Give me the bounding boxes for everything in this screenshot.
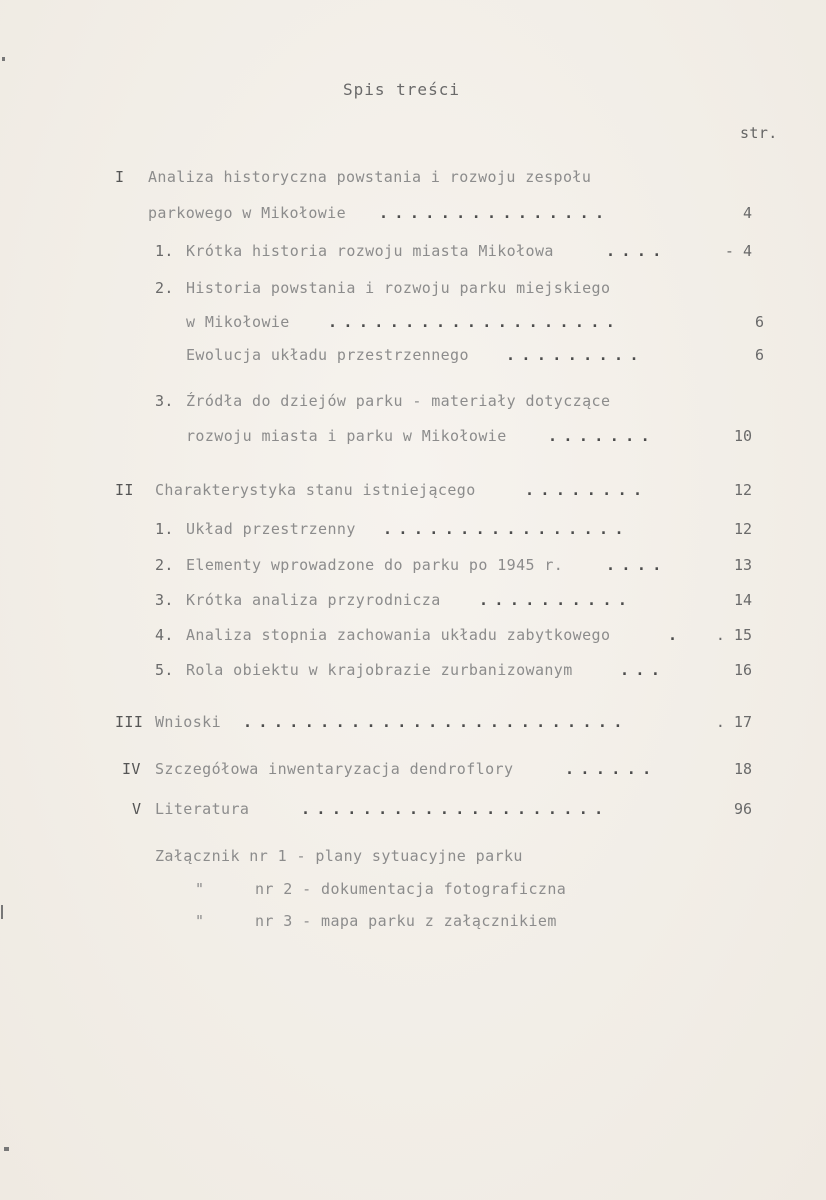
- section-2-1-page: 12: [733, 520, 752, 538]
- scan-mark-left-top: [2, 57, 5, 61]
- appendix-2: nr 2 - dokumentacja fotograficzna: [255, 880, 567, 898]
- page-title: Spis treści: [343, 80, 460, 99]
- section-2-2-leader-dots: ....: [606, 556, 668, 574]
- page-column-header: str.: [740, 124, 778, 142]
- section-1-3-title-line2: rozwoju miasta i parku w Mikołowie: [186, 427, 507, 445]
- section-1-title-line1: Analiza historyczna powstania i rozwoju zespołu: [148, 168, 592, 186]
- section-1-2b-title: Ewolucja układu przestrzennego: [186, 346, 469, 364]
- section-1-2-page: 6: [754, 313, 764, 331]
- section-1-2-title-line2: w Mikołowie: [186, 313, 290, 331]
- section-2-4-leader-dots: .: [668, 626, 684, 644]
- section-2-2-number: 2.: [155, 556, 174, 574]
- section-2-4-page: . 15: [715, 626, 752, 644]
- section-3-roman: III: [115, 713, 144, 731]
- section-1-1-leader-dots: ....: [606, 242, 668, 260]
- section-4-roman: IV: [122, 760, 141, 778]
- section-5-page: 96: [733, 800, 752, 818]
- section-1-3-page: 10: [733, 427, 752, 445]
- section-1-2b-leader-dots: .........: [506, 346, 645, 364]
- section-2-1-number: 1.: [155, 520, 174, 538]
- section-2-1-title: Układ przestrzenny: [186, 520, 356, 538]
- section-1-2-leader-dots: ...................: [328, 313, 622, 331]
- section-1-2b-page: 6: [754, 346, 764, 364]
- section-2-5-leader-dots: ...: [620, 661, 667, 679]
- scan-mark-left-bottom: [4, 1147, 9, 1151]
- section-1-roman: I: [115, 168, 125, 186]
- section-2-5-title: Rola obiektu w krajobrazie zurbanizowanym: [186, 661, 573, 679]
- section-5-leader-dots: ....................: [301, 800, 610, 818]
- section-2-1-leader-dots: ................: [383, 520, 630, 538]
- section-2-4-title: Analiza stopnia zachowania układu zabytkowego: [186, 626, 611, 644]
- section-5-roman: V: [132, 800, 142, 818]
- section-2-5-page: 16: [733, 661, 752, 679]
- section-2-2-page: 13: [733, 556, 752, 574]
- section-2-3-leader-dots: ..........: [479, 591, 634, 609]
- section-1-2-number: 2.: [155, 279, 174, 297]
- section-1-2-title-line1: Historia powstania i rozwoju parku miejskiego: [186, 279, 611, 297]
- section-1-3-number: 3.: [155, 392, 174, 410]
- section-2-page: 12: [733, 481, 752, 499]
- section-2-2-title: Elementy wprowadzone do parku po 1945 r.: [186, 556, 564, 574]
- section-2-roman: II: [115, 481, 134, 499]
- section-2-4-number: 4.: [155, 626, 174, 644]
- section-4-title: Szczegółowa inwentaryzacja dendroflory: [155, 760, 514, 778]
- section-1-leader-dots: ...............: [379, 204, 611, 222]
- section-2-3-number: 3.: [155, 591, 174, 609]
- section-2-3-title: Krótka analiza przyrodnicza: [186, 591, 441, 609]
- section-1-3-title-line1: Źródła do dziejów parku - materiały dotyczące: [186, 392, 611, 410]
- section-3-page: . 17: [715, 713, 752, 731]
- appendix-2-ditto-mark: ": [195, 880, 205, 898]
- section-2-5-number: 5.: [155, 661, 174, 679]
- section-2-title: Charakterystyka stanu istniejącego: [155, 481, 476, 499]
- section-1-1-title: Krótka historia rozwoju miasta Mikołowa: [186, 242, 554, 260]
- section-1-1-number: 1.: [155, 242, 174, 260]
- scan-mark-left-mid: [1, 905, 3, 919]
- section-4-page: 18: [733, 760, 752, 778]
- section-5-title: Literatura: [155, 800, 250, 818]
- section-4-leader-dots: ......: [565, 760, 658, 778]
- section-1-title-line2: parkowego w Mikołowie: [148, 204, 347, 222]
- appendix-1: Załącznik nr 1 - plany sytuacyjne parku: [155, 847, 523, 865]
- section-3-title: Wnioski: [155, 713, 222, 731]
- section-2-leader-dots: ........: [525, 481, 649, 499]
- section-1-page: 4: [742, 204, 752, 222]
- section-1-1-page: - 4: [724, 242, 752, 260]
- section-3-leader-dots: .........................: [243, 713, 629, 731]
- section-1-3-leader-dots: .......: [548, 427, 657, 445]
- appendix-3: nr 3 - mapa parku z załącznikiem: [255, 912, 557, 930]
- section-2-3-page: 14: [733, 591, 752, 609]
- appendix-3-ditto-mark: ": [195, 912, 205, 930]
